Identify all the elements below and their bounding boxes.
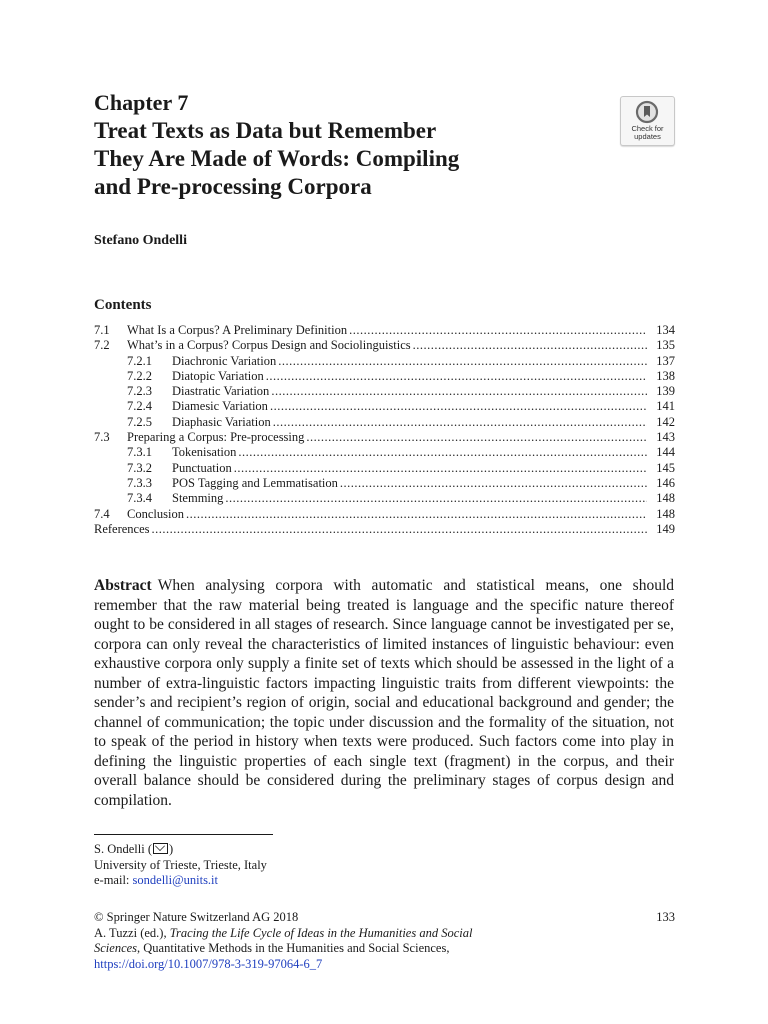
toc-entry[interactable] bbox=[94, 430, 675, 445]
toc-entry[interactable] bbox=[94, 476, 675, 491]
toc-entry-number: 7.3.1 bbox=[127, 445, 152, 460]
toc-entry-page: 138 bbox=[656, 368, 675, 383]
toc-dot-leader bbox=[271, 384, 647, 399]
chapter-title-line: They Are Made of Words: Compiling bbox=[94, 146, 460, 171]
toc-entry[interactable] bbox=[94, 522, 675, 537]
toc-entry-number: 7.2.4 bbox=[127, 399, 152, 414]
toc-dot-leader bbox=[234, 461, 647, 476]
toc-entry-number: 7.2.2 bbox=[127, 368, 152, 383]
toc-entry-number: 7.2 bbox=[94, 338, 110, 353]
toc-entry-title: References bbox=[94, 521, 150, 536]
affiliation-name-line bbox=[94, 842, 267, 858]
toc-entry-page: 146 bbox=[656, 475, 675, 490]
toc-entry[interactable] bbox=[94, 338, 675, 353]
toc-entry-title: Diatopic Variation bbox=[172, 368, 264, 383]
toc-entry-number: 7.2.1 bbox=[127, 353, 152, 368]
page-number: 133 bbox=[656, 910, 675, 924]
toc-entry-page: 134 bbox=[656, 323, 675, 337]
toc-entry-page: 142 bbox=[656, 414, 675, 429]
abstract-label: Abstract bbox=[94, 577, 152, 594]
toc-dot-leader bbox=[270, 399, 647, 414]
toc-dot-leader bbox=[186, 507, 647, 522]
badge-text bbox=[621, 125, 674, 141]
author-name: Stefano Ondelli bbox=[94, 233, 187, 248]
toc-entry-page: 143 bbox=[656, 430, 675, 445]
book-title: Tracing the Life Cycle of Ideas in the Humanities and Social bbox=[169, 925, 473, 940]
chapter-title-line: Treat Texts as Data but Remember bbox=[94, 118, 437, 143]
affiliation-name-suffix: ) bbox=[168, 842, 174, 856]
toc-dot-leader bbox=[413, 338, 647, 353]
toc-entry-title: What Is a Corpus? A Preliminary Definition bbox=[127, 323, 348, 337]
doi-line bbox=[94, 957, 675, 973]
toc-entry-title: Conclusion bbox=[127, 506, 184, 521]
toc-entry-page: 139 bbox=[656, 384, 675, 399]
toc-entry[interactable] bbox=[94, 384, 675, 399]
abstract-text: When analysing corpora with automatic and statistical means, one should remember that the raw material being treated is language and the specific nature thereof ought to be considered in all stages of research. Since language cannot be investigated per se, corpora can only reveal the characteristics of limited instances of linguistic behaviour: even exhaustive corpora only supply a finite set of texts which should be assessed in the light of a number of extra-linguistic factors impacting linguistic traits from different viewpoints: the sender’s and recipient’s region of origin, social and educational background and gender; the channel of communication; the topic under discussion and the formality of the situation, not to speak of the period in history when texts were produced. Such factors come into play in defining the linguistic properties of each single text (fragment) in the corpus, and their overall balance should be considered during the preliminary stages of corpus design and compilation. bbox=[94, 577, 674, 809]
toc-entry-page: 148 bbox=[656, 506, 675, 521]
toc-entry-number: 7.3.3 bbox=[127, 475, 152, 490]
email-label: e-mail: bbox=[94, 873, 133, 887]
toc-dot-leader bbox=[152, 522, 647, 537]
toc-entry[interactable] bbox=[94, 399, 675, 414]
table-of-contents bbox=[94, 323, 675, 537]
book-title-cont: Sciences bbox=[94, 941, 138, 955]
toc-entry-title: Diastratic Variation bbox=[172, 384, 270, 399]
toc-entry-title: What’s in a Corpus? Corpus Design and Sociolinguistics bbox=[127, 338, 411, 353]
affiliation-institution: University of Trieste, Trieste, Italy bbox=[94, 857, 267, 872]
toc-dot-leader bbox=[225, 491, 647, 506]
toc-entry-page: 144 bbox=[656, 445, 675, 460]
email-link[interactable]: sondelli@units.it bbox=[132, 873, 219, 887]
toc-entry[interactable] bbox=[94, 323, 675, 338]
toc-dot-leader bbox=[266, 369, 647, 384]
toc-entry-page: 135 bbox=[656, 338, 675, 353]
copyright-footer bbox=[94, 910, 675, 972]
toc-entry-number: 7.3.2 bbox=[127, 460, 152, 475]
contents-heading: Contents bbox=[94, 297, 152, 313]
toc-entry-title: Preparing a Corpus: Pre-processing bbox=[127, 430, 305, 445]
chapter-title bbox=[94, 117, 594, 201]
toc-dot-leader bbox=[273, 415, 647, 430]
author-affiliation bbox=[94, 842, 267, 889]
toc-entry[interactable] bbox=[94, 445, 675, 460]
badge-line: updates bbox=[634, 132, 661, 141]
toc-dot-leader bbox=[238, 445, 647, 460]
toc-entry[interactable] bbox=[94, 415, 675, 430]
toc-entry[interactable] bbox=[94, 461, 675, 476]
citation-line bbox=[94, 941, 675, 957]
toc-entry-number: 7.3.4 bbox=[127, 491, 152, 506]
abstract bbox=[94, 576, 674, 810]
toc-entry-title: Diaphasic Variation bbox=[172, 414, 271, 429]
copyright-line: © Springer Nature Switzerland AG 2018 bbox=[94, 910, 299, 924]
toc-entry-page: 149 bbox=[656, 521, 675, 536]
affiliation-name: S. Ondelli ( bbox=[94, 842, 152, 856]
toc-entry[interactable] bbox=[94, 491, 675, 506]
toc-entry-title: Diamesic Variation bbox=[172, 399, 268, 414]
toc-entry-number: 7.1 bbox=[94, 323, 110, 337]
toc-dot-leader bbox=[306, 430, 647, 445]
citation-editor: A. Tuzzi (ed.), bbox=[94, 925, 170, 940]
toc-entry-page: 145 bbox=[656, 460, 675, 475]
toc-entry-number: 7.2.5 bbox=[127, 414, 152, 429]
toc-dot-leader bbox=[340, 476, 647, 491]
toc-entry-title: POS Tagging and Lemmatisation bbox=[172, 475, 338, 490]
toc-entry-page: 148 bbox=[656, 491, 675, 506]
toc-entry-title: Stemming bbox=[172, 491, 224, 506]
toc-entry-title: Punctuation bbox=[172, 460, 232, 475]
envelope-icon bbox=[153, 843, 168, 854]
toc-entry-page: 141 bbox=[656, 399, 675, 414]
doi-link[interactable]: https://doi.org/10.1007/978-3-319-97064-6_7 bbox=[94, 956, 323, 971]
badge-line: Check for bbox=[631, 124, 664, 133]
toc-entry[interactable] bbox=[94, 354, 675, 369]
citation-line bbox=[94, 926, 675, 942]
toc-entry[interactable] bbox=[94, 369, 675, 384]
toc-entry-page: 137 bbox=[656, 353, 675, 368]
toc-dot-leader bbox=[278, 354, 647, 369]
toc-entry-number: 7.2.3 bbox=[127, 384, 152, 399]
footnote-rule bbox=[94, 834, 273, 835]
affiliation-email-line bbox=[94, 873, 267, 889]
toc-entry-number: 7.4 bbox=[94, 506, 110, 521]
toc-entry-title: Tokenisation bbox=[172, 445, 237, 460]
series-name: , Quantitative Methods in the Humanities and Social Sciences, bbox=[137, 941, 450, 955]
chapter-title-line: and Pre-processing Corpora bbox=[94, 174, 372, 199]
check-for-updates-badge[interactable] bbox=[620, 96, 675, 146]
toc-entry-number: 7.3 bbox=[94, 430, 110, 445]
toc-dot-leader bbox=[349, 323, 647, 338]
bookmark-ring-icon bbox=[635, 100, 659, 124]
toc-entry-title: Diachronic Variation bbox=[172, 353, 277, 368]
toc-entry[interactable] bbox=[94, 507, 675, 522]
chapter-label: Chapter 7 bbox=[94, 90, 189, 115]
